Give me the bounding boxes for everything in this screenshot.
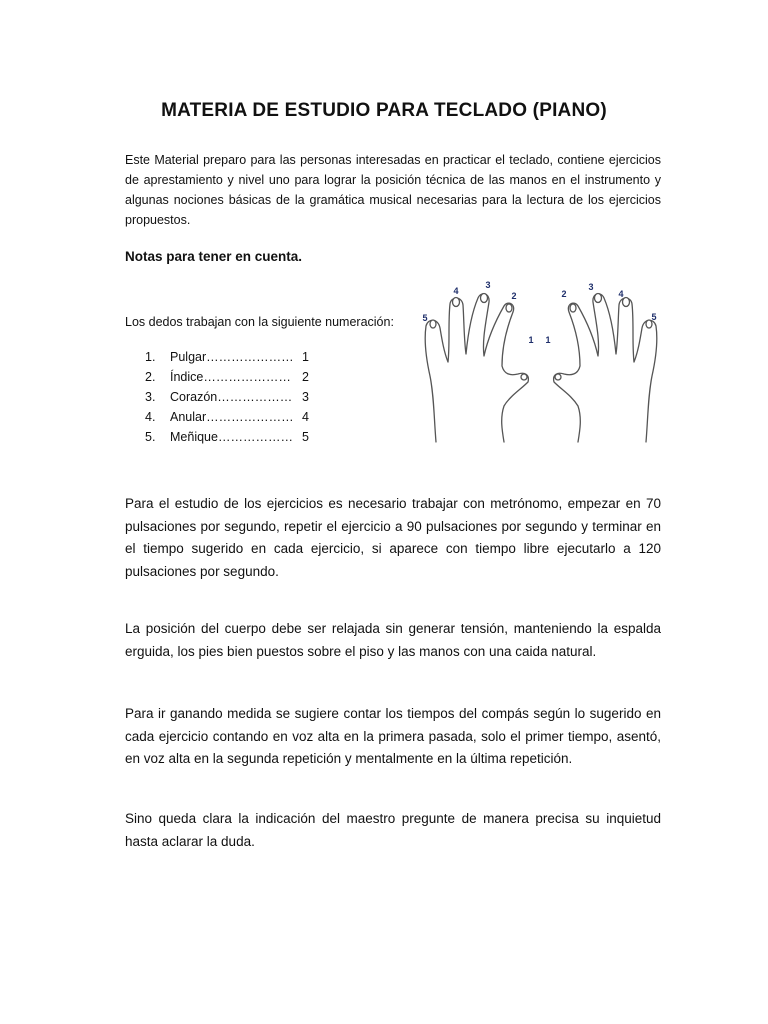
- right-finger-label: 1: [545, 335, 551, 345]
- finger-number: 5: [302, 430, 309, 444]
- questions-paragraph: Sino queda clara la indicación del maestro pregunte de manera precisa su inquietud hasta aclarar la duda.: [125, 811, 661, 849]
- list-index: 2.: [145, 370, 156, 384]
- hands-diagram: [418, 278, 664, 446]
- list-index: 4.: [145, 410, 156, 424]
- list-index: 5.: [145, 430, 156, 444]
- right-finger-label: 4: [618, 289, 624, 299]
- page-title: MATERIA DE ESTUDIO PARA TECLADO (PIANO): [161, 100, 607, 121]
- posture-paragraph: La posición del cuerpo debe ser relajada sin generar tensión, manteniendo la espalda erguida, los pies bien puestos sobre el piso y las manos con una caida natural.: [125, 621, 661, 659]
- left-finger-label: 1: [528, 335, 534, 345]
- list-item: [145, 367, 315, 387]
- finger-number: 1: [302, 350, 309, 364]
- intro-paragraph: Este Material preparo para las personas interesadas en practicar el teclado, contiene ejercicios de aprestamiento y nivel uno para lograr la posición técnica de las manos en el instrumento y algunas nociones básicas de la gramática musical necesarias para la lectura de los ejercicios propuestos.: [125, 153, 661, 227]
- left-finger-label: 5: [422, 313, 428, 323]
- right-hand-outline: [554, 294, 657, 442]
- finger-name: Meñique………………: [170, 430, 293, 444]
- right-finger-label: 5: [651, 312, 657, 322]
- hands-illustration: [418, 278, 664, 446]
- metronome-paragraph: Para el estudio de los ejercicios es necesario trabajar con metrónomo, empezar en 70 pulsaciones por segundo, repetir el ejercicio a 90 pulsaciones por segundo y terminar en el tiempo sugerido en cada ejercicio, si aparece con tiempo libre ejecutarlo a 120 pulsaciones por segundo.: [125, 496, 661, 579]
- left-finger-label: 3: [485, 280, 491, 290]
- finger-name: Pulgar…………………: [170, 350, 294, 364]
- finger-name: Índice…………………: [170, 370, 291, 384]
- right-finger-label: 3: [588, 282, 594, 292]
- finger-name: Anular…………………: [170, 410, 294, 424]
- left-finger-label: 4: [453, 286, 459, 296]
- finger-number: 3: [302, 390, 309, 404]
- right-finger-label: 2: [561, 289, 567, 299]
- finger-number: 4: [302, 410, 309, 424]
- left-hand-outline: [425, 294, 528, 442]
- counting-paragraph: Para ir ganando medida se sugiere contar los tiempos del compás según lo sugerido en cada ejercicio contando en voz alta en la primera pasada, solo el primer tiempo, asentó, en voz alta en la segunda repetición y mentalmente en la última repetición.: [125, 706, 661, 766]
- finger-number: 2: [302, 370, 309, 384]
- numbering-intro: Los dedos trabajan con la siguiente numeración:: [125, 315, 394, 329]
- finger-name: Corazón………………: [170, 390, 293, 404]
- list-index: 3.: [145, 390, 156, 404]
- list-item: [145, 347, 315, 367]
- list-index: 1.: [145, 350, 156, 364]
- finger-list: [145, 347, 315, 447]
- list-item: [145, 387, 315, 407]
- left-finger-label: 2: [511, 291, 517, 301]
- list-item: [145, 407, 315, 427]
- notes-heading: Notas para tener en cuenta.: [125, 249, 303, 264]
- list-item: [145, 427, 315, 447]
